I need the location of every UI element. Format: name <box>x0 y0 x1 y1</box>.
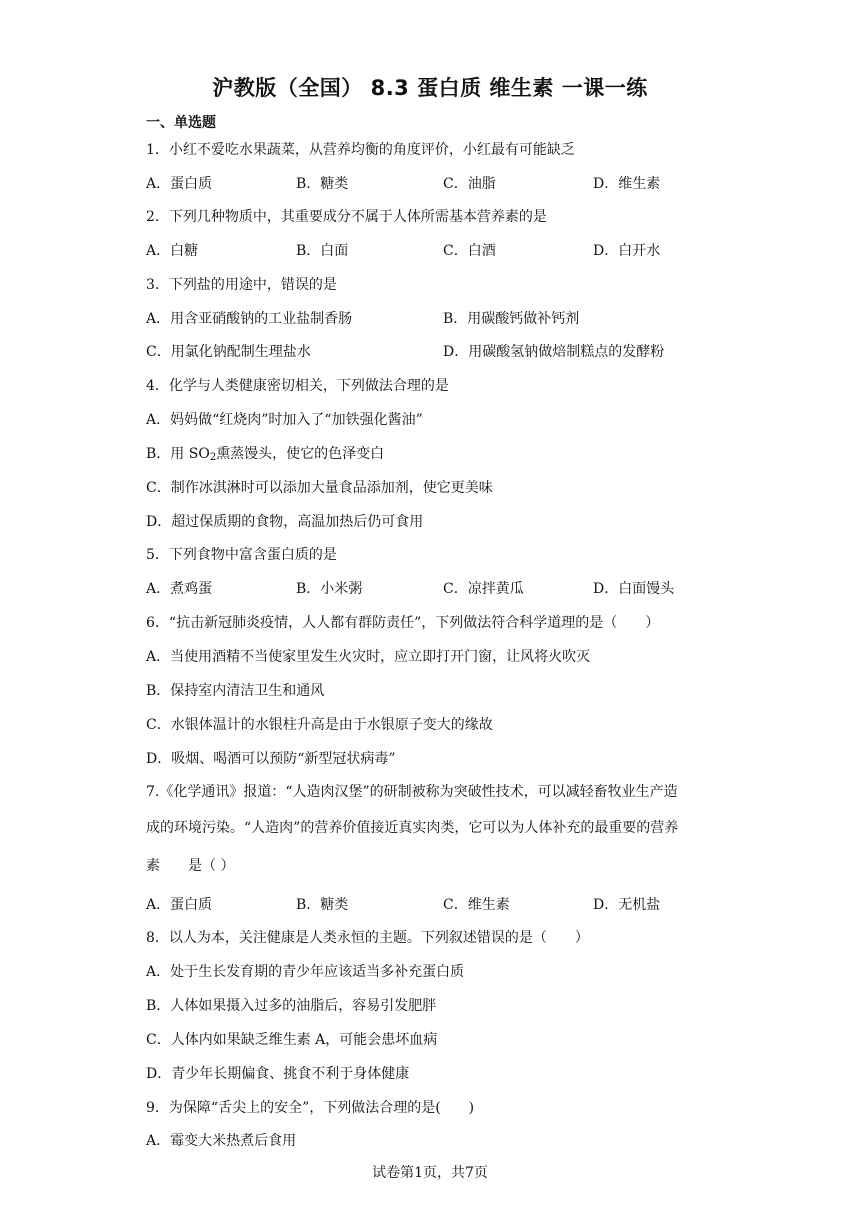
question-2-options <box>146 241 746 261</box>
section-heading: 一、单选题 <box>146 115 216 131</box>
option-c[interactable]: C．用氯化钠配制生理盐水 <box>146 344 311 360</box>
question-2-stem: 2．下列几种物质中，其重要成分不属于人体所需基本营养素的是 <box>146 209 547 225</box>
option-a[interactable]: A．霉变大米热煮后食用 <box>146 1133 297 1149</box>
question-7-stem-line3: 素 是（ ） <box>146 858 235 874</box>
option-d[interactable]: D．吸烟、喝酒可以预防“新型冠状病毒” <box>146 751 396 767</box>
question-7-stem-line1: 7.《化学通讯》报道：“人造肉汉堡”的研制被称为突破性技术，可以减轻畜牧业生产造 <box>146 784 678 800</box>
option-d[interactable]: D．白面馒头 <box>593 581 675 597</box>
option-a[interactable]: A．处于生长发育期的青少年应该适当多补充蛋白质 <box>146 964 465 980</box>
option-d[interactable]: D．白开水 <box>593 243 661 259</box>
question-1-stem: 1．小红不爱吃水果蔬菜，从营养均衡的角度评价，小红最有可能缺乏 <box>146 142 575 158</box>
option-c[interactable]: C．维生素 <box>443 897 510 913</box>
option-b[interactable]: B．保持室内清洁卫生和通风 <box>146 683 325 699</box>
question-3-options-row2 <box>146 342 746 362</box>
option-d[interactable]: D．用碳酸氢钠做焙制糕点的发酵粉 <box>443 344 665 360</box>
option-d[interactable]: D．超过保质期的食物，高温加热后仍可食用 <box>146 514 424 530</box>
option-b[interactable]: B．糖类 <box>296 897 349 913</box>
question-1-options <box>146 174 746 194</box>
option-d[interactable]: D．无机盐 <box>593 897 661 913</box>
page-footer: 试卷第1页，共7页 <box>372 1165 488 1181</box>
option-b[interactable]: B．糖类 <box>296 176 349 192</box>
question-8-stem: 8．以人为本，关注健康是人类永恒的主题。下列叙述错误的是（ ） <box>146 930 589 946</box>
option-a[interactable]: A．蛋白质 <box>146 897 213 913</box>
option-a[interactable]: A．蛋白质 <box>146 176 213 192</box>
question-7-options <box>146 895 746 915</box>
question-4-stem: 4．化学与人类健康密切相关，下列做法合理的是 <box>146 378 449 394</box>
question-7-stem-line2: 成的环境污染。“人造肉”的营养价值接近真实肉类，它可以为人体补充的最重要的营养 <box>146 820 679 836</box>
option-a[interactable]: A．煮鸡蛋 <box>146 581 213 597</box>
option-c[interactable]: C．白酒 <box>443 243 496 259</box>
question-5-stem: 5．下列食物中富含蛋白质的是 <box>146 547 337 563</box>
option-b[interactable]: B．用碳酸钙做补钙剂 <box>443 311 580 327</box>
subscript-2: 2 <box>209 452 217 463</box>
option-d[interactable]: D．维生素 <box>593 176 661 192</box>
question-5-options <box>146 579 746 599</box>
option-b[interactable]: B．白面 <box>296 243 349 259</box>
page-title: 沪教版（全国） 8.3 蛋白质 维生素 一课一练 <box>212 76 648 100</box>
question-9-stem: 9．为保障“舌尖上的安全”，下列做法合理的是( ) <box>146 1100 475 1116</box>
question-3-options-row1 <box>146 309 746 329</box>
option-a[interactable]: A．用含亚硝酸钠的工业盐制香肠 <box>146 311 353 327</box>
option-a[interactable]: A．妈妈做“红烧肉”时加入了“加铁强化酱油” <box>146 412 423 428</box>
question-6-stem: 6．“抗击新冠肺炎疫情，人人都有群防责任”，下列做法符合科学道理的是（ ） <box>146 615 660 631</box>
option-b[interactable]: B．人体如果摄入过多的油脂后，容易引发肥胖 <box>146 998 437 1014</box>
option-a[interactable]: A．当使用酒精不当使家里发生火灾时，应立即打开门窗，让风将火吹灭 <box>146 649 591 665</box>
option-c[interactable]: C．凉拌黄瓜 <box>443 581 524 597</box>
option-c[interactable]: C．油脂 <box>443 176 496 192</box>
question-3-stem: 3．下列盐的用途中，错误的是 <box>146 277 337 293</box>
option-b[interactable] <box>146 444 384 464</box>
option-c[interactable]: C．人体内如果缺乏维生素 A，可能会患坏血病 <box>146 1032 438 1048</box>
option-b[interactable]: B．小米粥 <box>296 581 363 597</box>
option-b-prefix: B．用 SO <box>146 446 210 462</box>
option-d[interactable]: D．青少年长期偏食、挑食不利于身体健康 <box>146 1066 410 1082</box>
option-b-suffix: 熏蒸馒头，使它的色泽变白 <box>216 446 385 462</box>
option-a[interactable]: A．白糖 <box>146 243 199 259</box>
option-c[interactable]: C．水银体温计的水银柱升高是由于水银原子变大的缘故 <box>146 717 493 733</box>
option-c[interactable]: C．制作冰淇淋时可以添加大量食品添加剂，使它更美味 <box>146 480 493 496</box>
